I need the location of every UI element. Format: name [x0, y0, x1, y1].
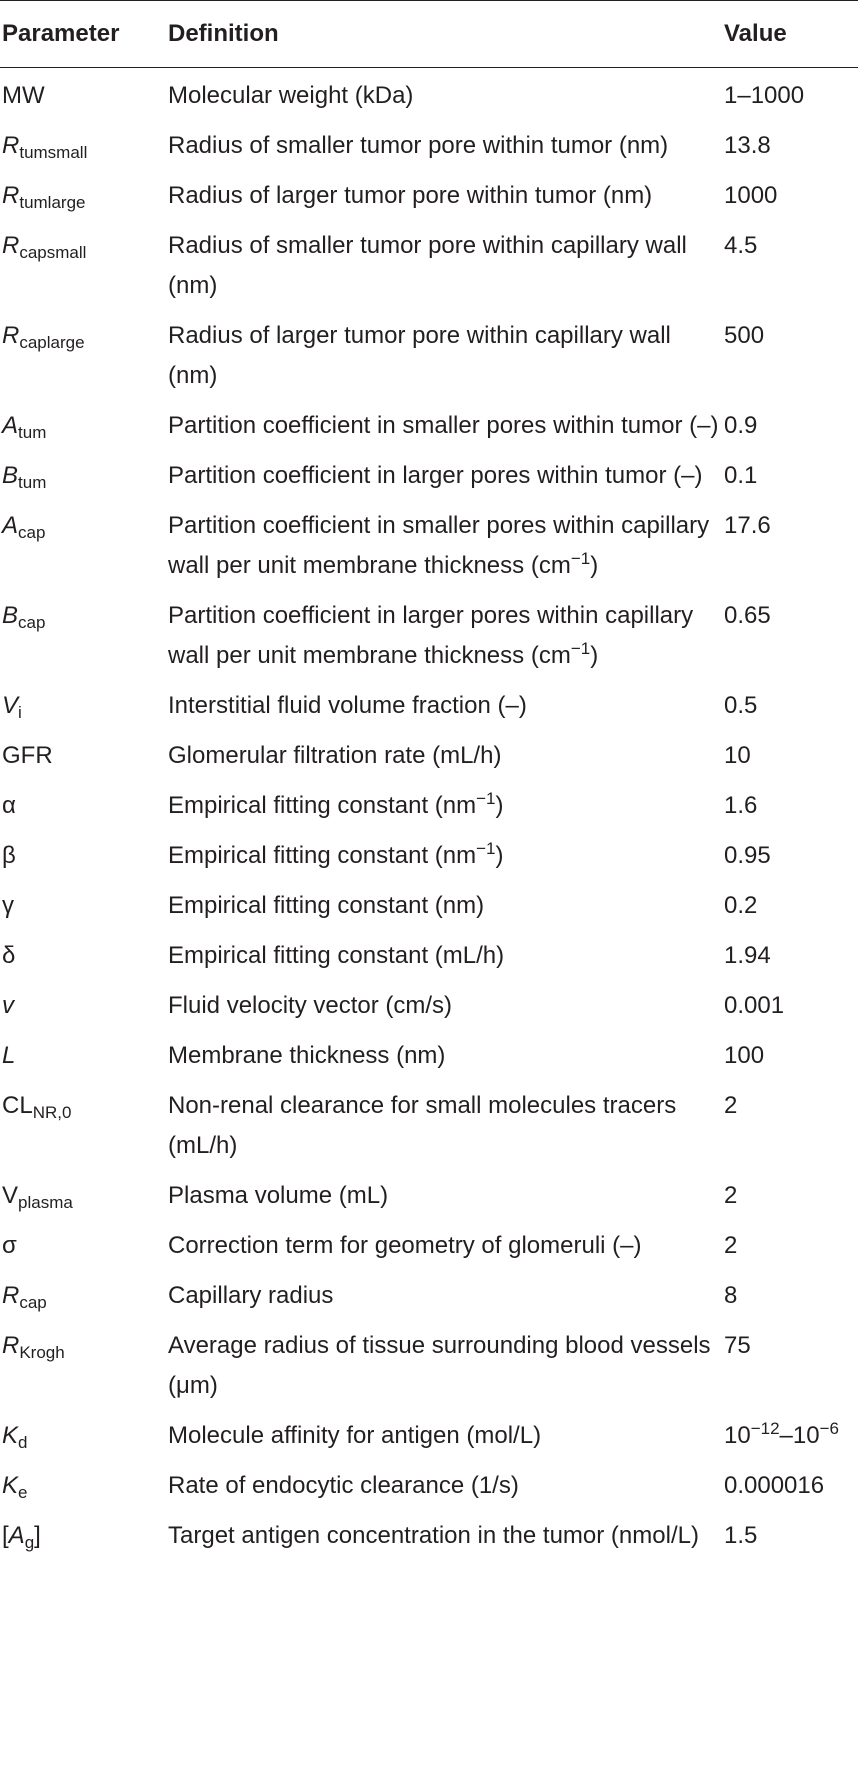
value-text: 1.6 — [724, 792, 758, 819]
parameter-cell — [0, 1276, 168, 1316]
table-row — [0, 126, 858, 166]
definition-cell — [168, 316, 724, 396]
table-row — [0, 1226, 858, 1266]
definition-text: Partition coefficient in smaller pores within tumor (–) — [168, 412, 719, 439]
definition-text: Average radius of tissue surrounding blood vessels (μm) — [168, 1332, 711, 1399]
symbol: γ — [2, 892, 14, 919]
table-row — [0, 1516, 858, 1556]
table-body — [0, 68, 858, 1557]
definition-text: Partition coefficient in larger pores within tumor (–) — [168, 462, 703, 489]
parameter-cell — [0, 786, 168, 826]
parameter-cell — [0, 68, 168, 117]
definition-text: Interstitial fluid volume fraction (–) — [168, 692, 527, 719]
row-spacer — [0, 116, 858, 126]
row-spacer — [0, 776, 858, 786]
symbol: v — [2, 992, 14, 1019]
definition-cell — [168, 1276, 724, 1316]
symbol-subscript: cap — [19, 1293, 47, 1312]
symbol-subscript: tumlarge — [19, 193, 86, 212]
table-row — [0, 1176, 858, 1216]
table-row — [0, 506, 858, 586]
parameter-cell — [0, 1036, 168, 1076]
value-cell — [724, 456, 858, 496]
table-row — [0, 68, 858, 117]
table-row — [0, 736, 858, 776]
symbol-subscript: d — [18, 1433, 28, 1452]
definition-cell — [168, 406, 724, 446]
definition-text: Capillary radius — [168, 1282, 334, 1309]
parameter-cell — [0, 406, 168, 446]
header-value: Value — [724, 1, 858, 68]
parameter-cell — [0, 1086, 168, 1166]
parameter-cell — [0, 1516, 168, 1556]
value-text: 0.5 — [724, 692, 758, 719]
value-text: 0.001 — [724, 992, 785, 1019]
definition-cell — [168, 1466, 724, 1506]
definition-text: Partition coefficient in larger pores within capillary wall per unit membrane thickness (cm — [168, 602, 694, 669]
definition-text: Partition coefficient in smaller pores within capillary wall per unit membrane thickness (cm — [168, 512, 710, 579]
value-cell — [724, 1036, 858, 1076]
definition-superscript: −1 — [570, 639, 591, 658]
definition-cell — [168, 686, 724, 726]
definition-cell — [168, 736, 724, 776]
symbol: GFR — [2, 742, 53, 769]
row-spacer — [0, 1456, 858, 1466]
definition-cell — [168, 936, 724, 976]
symbol-subscript: plasma — [18, 1193, 73, 1212]
value-cell — [724, 506, 858, 586]
parameter-cell — [0, 456, 168, 496]
value-cell — [724, 406, 858, 446]
value-cell — [724, 1226, 858, 1266]
table-row — [0, 596, 858, 676]
symbol: σ — [2, 1232, 17, 1259]
symbol: α — [2, 792, 16, 819]
value-text: 10 — [724, 742, 751, 769]
definition-text: Plasma volume (mL) — [168, 1182, 389, 1209]
row-spacer — [0, 1506, 858, 1516]
symbol-subscript: i — [18, 703, 22, 722]
definition-cell — [168, 1416, 724, 1456]
definition-cell — [168, 986, 724, 1026]
symbol: R — [2, 232, 20, 259]
table-row — [0, 176, 858, 216]
value-text: 75 — [724, 1332, 751, 1359]
value-cell — [724, 736, 858, 776]
row-spacer — [0, 1166, 858, 1176]
symbol: R — [2, 182, 20, 209]
symbol: δ — [2, 942, 16, 969]
parameter-cell — [0, 226, 168, 306]
definition-text: Radius of smaller tumor pore within tumor (nm) — [168, 132, 669, 159]
table-row — [0, 1036, 858, 1076]
row-spacer — [0, 826, 858, 836]
definition-cell — [168, 456, 724, 496]
row-spacer — [0, 216, 858, 226]
value-cell — [724, 886, 858, 926]
definition-text: Empirical fitting constant (nm — [168, 842, 477, 869]
definition-cell — [168, 176, 724, 216]
value-cell — [724, 316, 858, 396]
definition-superscript: −1 — [476, 789, 496, 808]
symbol: V — [2, 692, 19, 719]
row-spacer — [0, 876, 858, 886]
value-text: 2 — [724, 1092, 738, 1119]
symbol-subscript: tum — [18, 473, 47, 492]
symbol-subscript: g — [24, 1533, 35, 1552]
parameter-cell — [0, 1176, 168, 1216]
table-row — [0, 456, 858, 496]
definition-cell — [168, 126, 724, 166]
symbol: CL — [2, 1092, 33, 1119]
definition-superscript: −1 — [476, 839, 496, 858]
parameter-cell — [0, 936, 168, 976]
symbol-subscript: e — [18, 1483, 28, 1502]
value-mid: –10 — [779, 1422, 820, 1449]
value-text: 0.95 — [724, 842, 771, 869]
definition-suffix: ) — [590, 642, 599, 669]
value-cell — [724, 1416, 858, 1456]
parameter-cell — [0, 686, 168, 726]
symbol: R — [2, 1282, 20, 1309]
value-cell — [724, 686, 858, 726]
row-spacer — [0, 396, 858, 406]
value-cell — [724, 1176, 858, 1216]
symbol: A — [2, 512, 19, 539]
symbol: R — [2, 132, 20, 159]
value-cell — [724, 986, 858, 1026]
parameter-cell — [0, 316, 168, 396]
symbol-prefix: [ — [2, 1522, 9, 1549]
definition-cell — [168, 1086, 724, 1166]
value-text: 8 — [724, 1282, 738, 1309]
table-row — [0, 1466, 858, 1506]
parameter-cell — [0, 1416, 168, 1456]
header-row — [0, 1, 858, 68]
table-row — [0, 316, 858, 396]
parameter-cell — [0, 176, 168, 216]
definition-text: Molecule affinity for antigen (mol/L) — [168, 1422, 542, 1449]
value-text: 0.9 — [724, 412, 758, 439]
symbol: V — [2, 1182, 19, 1209]
table-row — [0, 1086, 858, 1166]
table-row — [0, 226, 858, 306]
definition-cell — [168, 1516, 724, 1556]
value-text: 4.5 — [724, 232, 758, 259]
value-cell — [724, 1086, 858, 1166]
symbol: B — [2, 602, 19, 629]
row-spacer — [0, 976, 858, 986]
symbol: B — [2, 462, 19, 489]
value-cell — [724, 226, 858, 306]
definition-text: Radius of smaller tumor pore within capillary wall (nm) — [168, 232, 687, 299]
parameter-cell — [0, 596, 168, 676]
value-cell — [724, 836, 858, 876]
definition-cell — [168, 1036, 724, 1076]
symbol: L — [2, 1042, 16, 1069]
table-row — [0, 686, 858, 726]
definition-text: Rate of endocytic clearance (1/s) — [168, 1472, 519, 1499]
value-text: 10 — [724, 1422, 751, 1449]
table-row — [0, 1326, 858, 1406]
value-cell — [724, 936, 858, 976]
row-spacer — [0, 926, 858, 936]
definition-text: Empirical fitting constant (nm) — [168, 892, 485, 919]
value-cell — [724, 176, 858, 216]
value-cell — [724, 1326, 858, 1406]
definition-superscript: −1 — [570, 549, 591, 568]
symbol: K — [2, 1422, 19, 1449]
symbol-subscript: cap — [18, 613, 46, 632]
row-spacer — [0, 1266, 858, 1276]
table-row — [0, 936, 858, 976]
definition-text: Empirical fitting constant (mL/h) — [168, 942, 505, 969]
symbol-subscript: Krogh — [19, 1343, 65, 1362]
value-text: 100 — [724, 1042, 765, 1069]
parameter-cell — [0, 506, 168, 586]
definition-cell — [168, 1176, 724, 1216]
definition-text: Correction term for geometry of glomeruli (–) — [168, 1232, 642, 1259]
symbol: K — [2, 1472, 19, 1499]
symbol-subscript: tum — [18, 423, 47, 442]
definition-text: Non-renal clearance for small molecules tracers (mL/h) — [168, 1092, 677, 1159]
value-cell — [724, 1466, 858, 1506]
value-text: 1.94 — [724, 942, 771, 969]
value-text: 1000 — [724, 182, 778, 209]
row-spacer — [0, 676, 858, 686]
value-text: 2 — [724, 1232, 738, 1259]
definition-cell — [168, 886, 724, 926]
row-spacer — [0, 1076, 858, 1086]
symbol: A — [2, 412, 19, 439]
definition-cell — [168, 506, 724, 586]
symbol: MW — [2, 82, 45, 109]
header-definition: Definition — [168, 1, 724, 68]
definition-cell — [168, 836, 724, 876]
definition-cell — [168, 1326, 724, 1406]
table-row — [0, 886, 858, 926]
parameter-cell — [0, 836, 168, 876]
value-cell — [724, 1276, 858, 1316]
definition-cell — [168, 786, 724, 826]
definition-text: Fluid velocity vector (cm/s) — [168, 992, 453, 1019]
definition-cell — [168, 68, 724, 117]
row-spacer — [0, 1026, 858, 1036]
row-spacer — [0, 1316, 858, 1326]
symbol: R — [2, 1332, 20, 1359]
definition-text: Membrane thickness (nm) — [168, 1042, 446, 1069]
value-text: 2 — [724, 1182, 738, 1209]
parameter-cell — [0, 1466, 168, 1506]
value-text: 17.6 — [724, 512, 771, 539]
value-text: 1.5 — [724, 1522, 758, 1549]
row-spacer — [0, 586, 858, 596]
parameter-cell — [0, 986, 168, 1026]
definition-text: Radius of larger tumor pore within capillary wall (nm) — [168, 322, 671, 389]
table-row — [0, 786, 858, 826]
symbol-subscript: NR,0 — [32, 1103, 72, 1122]
definition-text: Molecular weight (kDa) — [168, 82, 414, 109]
value-text: 0.2 — [724, 892, 758, 919]
value-text: 13.8 — [724, 132, 771, 159]
row-spacer — [0, 496, 858, 506]
symbol-subscript: cap — [18, 523, 46, 542]
table-row — [0, 1416, 858, 1456]
value-text: 1–1000 — [724, 82, 805, 109]
definition-cell — [168, 226, 724, 306]
value-cell — [724, 786, 858, 826]
definition-suffix: ) — [590, 552, 599, 579]
value-text: 0.1 — [724, 462, 758, 489]
parameter-cell — [0, 736, 168, 776]
value-superscript: −12 — [750, 1419, 780, 1438]
row-spacer — [0, 166, 858, 176]
row-spacer — [0, 726, 858, 736]
definition-suffix: ) — [495, 792, 504, 819]
symbol: β — [2, 842, 16, 869]
parameter-cell — [0, 886, 168, 926]
parameter-cell — [0, 1226, 168, 1266]
symbol: A — [8, 1522, 25, 1549]
row-spacer — [0, 1216, 858, 1226]
definition-text: Empirical fitting constant (nm — [168, 792, 477, 819]
table-row — [0, 1276, 858, 1316]
value-cell — [724, 1516, 858, 1556]
symbol-suffix: ] — [34, 1522, 41, 1549]
value-cell — [724, 596, 858, 676]
definition-cell — [168, 596, 724, 676]
row-spacer — [0, 306, 858, 316]
value-cell — [724, 126, 858, 166]
value-cell — [724, 68, 858, 117]
parameter-cell — [0, 126, 168, 166]
definition-suffix: ) — [495, 842, 504, 869]
symbol-subscript: caplarge — [19, 333, 85, 352]
symbol: R — [2, 322, 20, 349]
definition-cell — [168, 1226, 724, 1266]
value-text: 0.000016 — [724, 1472, 825, 1499]
parameter-cell — [0, 1326, 168, 1406]
definition-text: Radius of larger tumor pore within tumor (nm) — [168, 182, 653, 209]
row-spacer — [0, 1406, 858, 1416]
value-text: 0.65 — [724, 602, 771, 629]
definition-text: Glomerular filtration rate (mL/h) — [168, 742, 502, 769]
definition-text: Target antigen concentration in the tumor (nmol/L) — [168, 1522, 699, 1549]
table-row — [0, 986, 858, 1026]
symbol-subscript: capsmall — [19, 243, 87, 262]
symbol-subscript: tumsmall — [19, 143, 88, 162]
table-row — [0, 406, 858, 446]
table-row — [0, 836, 858, 876]
value-text: 500 — [724, 322, 765, 349]
value-superscript-2: −6 — [819, 1419, 839, 1438]
row-spacer — [0, 446, 858, 456]
header-parameter: Parameter — [0, 1, 168, 68]
